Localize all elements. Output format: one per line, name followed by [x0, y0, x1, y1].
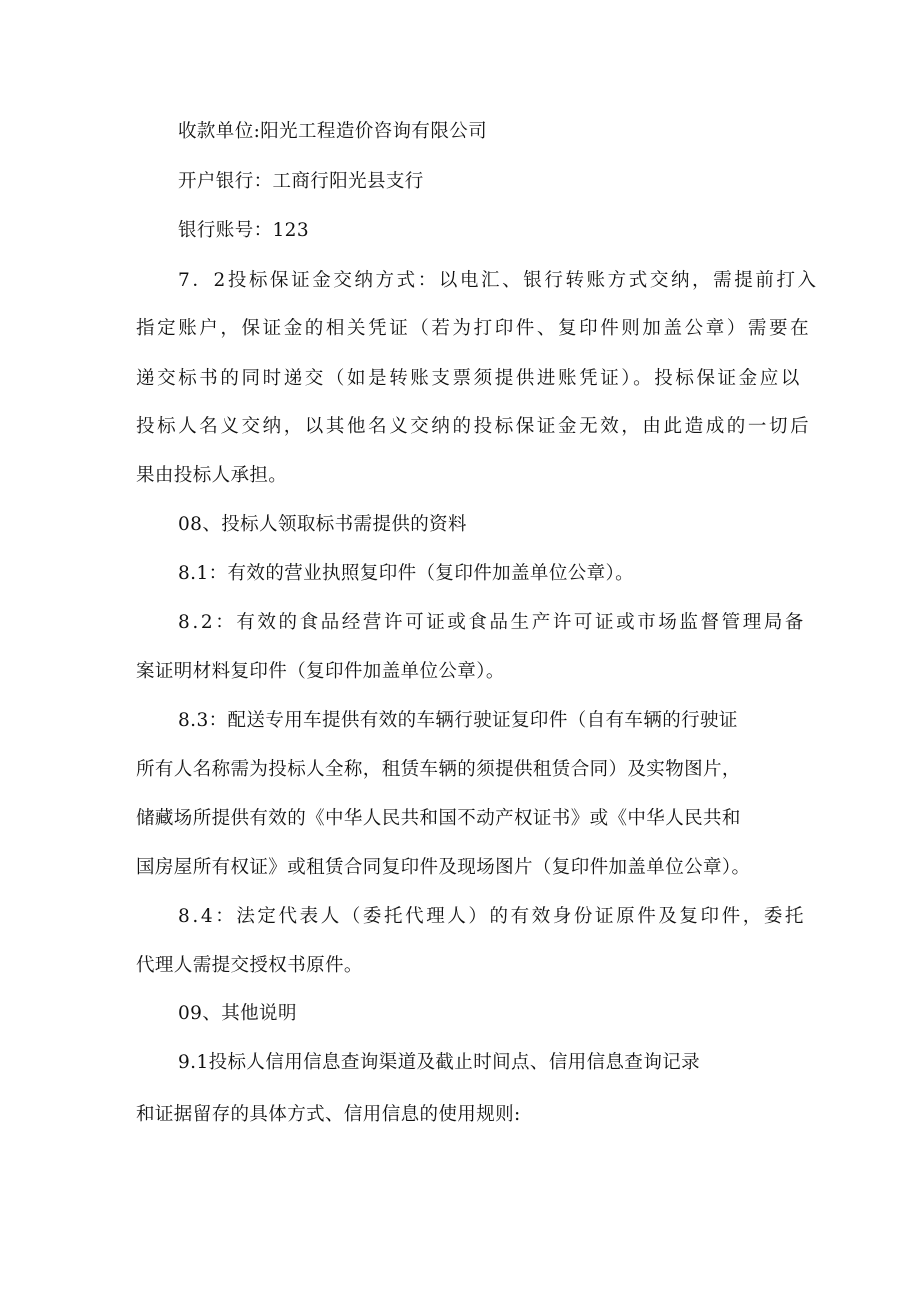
- item-8-2-line: 8.2：有效的食品经营许可证或食品生产许可证或市场监督管理局备: [178, 612, 807, 633]
- section-7-2-line: 果由投标人承担。: [136, 465, 288, 486]
- section-9-line: 9.1投标人信用信息查询渠道及截止时间点、信用信息查询记录: [178, 1052, 701, 1073]
- section-7-2-line: 7．2投标保证金交纳方式：以电汇、银行转账方式交纳，需提前打入: [178, 270, 819, 291]
- payee-bank: 开户银行：工商行阳光县支行: [178, 171, 424, 192]
- item-8-4-line: 代理人需提交授权书原件。: [136, 955, 363, 976]
- payee-unit: 收款单位:阳光工程造价咨询有限公司: [178, 121, 488, 142]
- section-9-line: 和证据留存的具体方式、信用信息的使用规则:: [136, 1104, 521, 1125]
- payee-account: 银行账号：123: [178, 220, 310, 241]
- item-8-3-line: 8.3：配送专用车提供有效的车辆行驶证复印件（自有车辆的行驶证: [178, 710, 738, 731]
- item-8-4-line: 8.4：法定代表人（委托代理人）的有效身份证原件及复印件，委托: [178, 906, 807, 927]
- item-8-1-line: 8.1：有效的营业执照复印件（复印件加盖单位公章）。: [178, 563, 635, 584]
- section-7-2-line: 投标人名义交纳，以其他名义交纳的投标保证金无效，由此造成的一切后: [136, 416, 812, 437]
- item-8-3-line: 国房屋所有权证》或租赁合同复印件及现场图片（复印件加盖单位公章）。: [136, 857, 751, 878]
- section-7-2-line: 递交标书的同时递交（如是转账支票须提供进账凭证）。投标保证金应以: [136, 368, 802, 389]
- item-8-2-line: 案证明材料复印件（复印件加盖单位公章）。: [136, 661, 505, 682]
- section-9-heading: 09、其他说明: [178, 1003, 297, 1024]
- item-8-3-line: 所有人名称需为投标人全称，租赁车辆的须提供租赁合同）及实物图片，: [136, 759, 741, 780]
- item-8-3-line: 储藏场所提供有效的《中华人民共和国不动产权证书》或《中华人民共和: [136, 808, 741, 829]
- section-8-heading: 08、投标人领取标书需提供的资料: [178, 514, 467, 535]
- section-7-2-line: 指定账户，保证金的相关凭证（若为打印件、复印件则加盖公章）需要在: [136, 318, 812, 339]
